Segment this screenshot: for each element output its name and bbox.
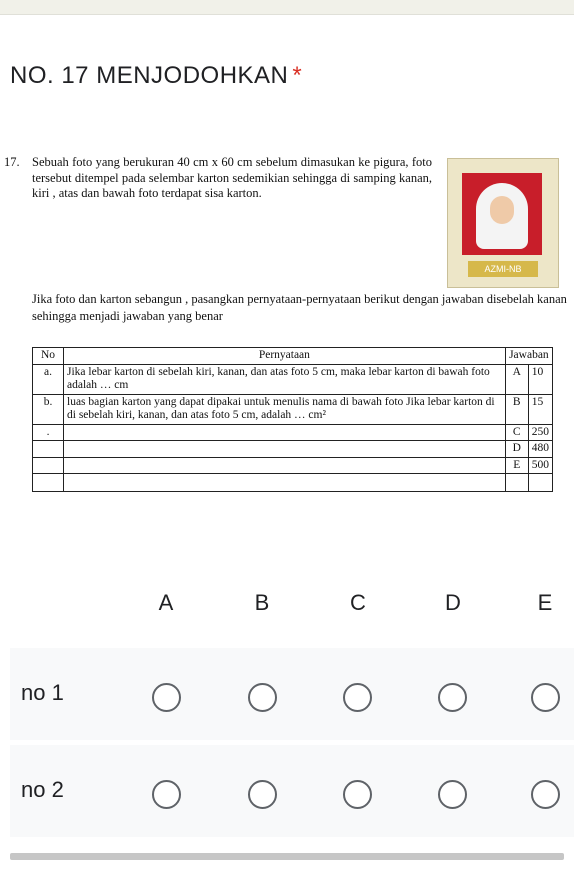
row-letter [505, 474, 528, 492]
table-row [33, 474, 553, 492]
table-header-row [33, 348, 553, 365]
radio-row1-d[interactable] [438, 683, 467, 712]
radio-row2-e[interactable] [531, 780, 560, 809]
column-header-a: A [158, 590, 174, 615]
question-image [0, 152, 574, 532]
radio-row1-a[interactable] [152, 683, 181, 712]
header-statement: Pernyataan [64, 348, 506, 365]
table-row [33, 441, 553, 458]
row-statement [64, 441, 506, 458]
row-no [33, 457, 64, 474]
row-letter: C [505, 424, 528, 441]
table-row [33, 394, 553, 424]
radio-row2-b[interactable] [248, 780, 277, 809]
problem-text: Sebuah foto yang berukuran 40 cm x 60 cm sebelum dimasukan ke pigura, foto tersebut ditempel pada selembar karton sedemikian sehingga di samping kanan, kiri , atas dan bawah foto terdapat sisa karton. [32, 155, 432, 200]
row-label-1: no 1 [21, 680, 64, 705]
question-title [10, 62, 302, 90]
row-no [33, 474, 64, 492]
top-strip [0, 0, 574, 15]
table-row [33, 364, 553, 394]
radio-row2-c[interactable] [343, 780, 372, 809]
row-no: a. [33, 364, 64, 394]
row-value [528, 474, 552, 492]
row-statement [64, 424, 506, 441]
grid-row-1 [10, 648, 574, 740]
row-statement [64, 457, 506, 474]
row-letter: E [505, 457, 528, 474]
radio-row2-a[interactable] [152, 780, 181, 809]
row-letter: A [505, 364, 528, 394]
row-no: b. [33, 394, 64, 424]
question-title-text: NO. 17 MENJODOHKAN [10, 62, 289, 89]
column-header-c: C [350, 590, 366, 615]
radio-row2-d[interactable] [438, 780, 467, 809]
row-statement: luas bagian karton yang dapat dipakai untuk menulis nama di bawah foto Jika lebar karton di di sebelah kiri, kanan, dan atas foto 5 cm, adalah … cm² [64, 394, 506, 424]
required-mark: * [292, 62, 303, 89]
row-no: . [33, 424, 64, 441]
row-label-2: no 2 [21, 777, 64, 802]
problem-number: 17. [4, 155, 20, 169]
header-no: No [33, 348, 64, 365]
row-no [33, 441, 64, 458]
portrait-photo [447, 158, 559, 288]
photo-caption: AZMI-NB [468, 261, 538, 277]
grid-column-headers [0, 590, 574, 616]
column-header-b: B [254, 590, 270, 615]
radio-row1-b[interactable] [248, 683, 277, 712]
grid-row-2 [10, 745, 574, 837]
row-statement: Jika lebar karton di sebelah kiri, kanan, dan atas foto 5 cm, maka lebar karton di bawah foto adalah … cm [64, 364, 506, 394]
row-letter: B [505, 394, 528, 424]
column-header-d: D [445, 590, 461, 615]
matching-table [32, 347, 553, 492]
horizontal-scrollbar[interactable] [10, 853, 564, 860]
row-value: 10 [528, 364, 552, 394]
row-statement [64, 474, 506, 492]
row-value: 250 [528, 424, 552, 441]
column-header-e: E [537, 590, 553, 615]
header-answer: Jawaban [505, 348, 552, 365]
radio-row1-c[interactable] [343, 683, 372, 712]
row-value: 480 [528, 441, 552, 458]
row-value: 500 [528, 457, 552, 474]
table-row [33, 424, 553, 441]
instruction-text: Jika foto dan karton sebangun , pasangkan pernyataan-pernyataan berikut dengan jawaban disebelah kanan sehingga menjadi jawaban yang benar [32, 292, 567, 323]
table-row [33, 457, 553, 474]
row-letter: D [505, 441, 528, 458]
photo-face [490, 196, 514, 224]
radio-row1-e[interactable] [531, 683, 560, 712]
row-value: 15 [528, 394, 552, 424]
